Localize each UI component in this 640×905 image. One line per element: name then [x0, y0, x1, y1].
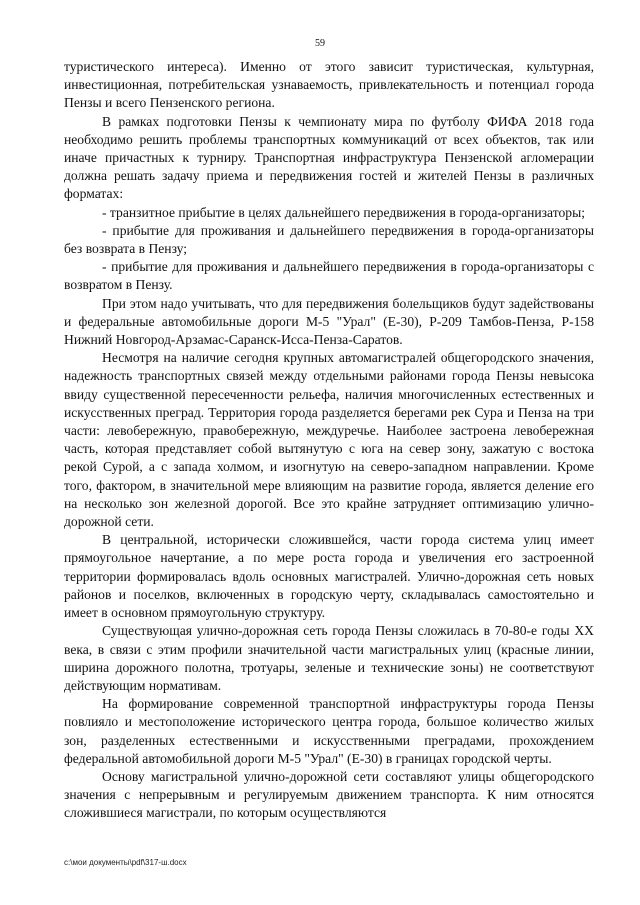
paragraph: На формирование современной транспортной инфраструктуры города Пензы повлияло и местоположение исторического центра города, большое количество жилых зон, разделенных естественными и искусственными преградами, прохождением федеральной автомобильной дороги М-5 "Урал" (Е-30) в границах городской черты. — [64, 696, 594, 766]
footer-file-path: c:\мои документы\pdf\317-ш.docx — [64, 858, 187, 867]
list-item: - транзитное прибытие в целях дальнейшего передвижения в города-организаторы; — [102, 204, 585, 220]
list-item: - прибытие для проживания и дальнейшего передвижения в города-организаторы с возвратом в Пензу. — [64, 259, 594, 293]
page-number: 59 — [315, 38, 325, 49]
paragraph: туристического интереса). Именно от этого зависит туристическая, культурная, инвестиционная, потребительская узнаваемость, привлекательность и потенциал города Пензы и всего Пензенского региона. — [64, 59, 594, 111]
list-item: - прибытие для проживания и дальнейшего передвижения в города-организаторы без возврата в Пензу; — [64, 222, 594, 257]
paragraph: В рамках подготовки Пензы к чемпионату мира по футболу ФИФА 2018 года необходимо решить проблемы транспортных коммуникаций от всех объектов, так или иначе причастных к турниру. Транспортная инфраструктура Пензенской агломерации должна решать задачу приема и передвижения гостей и жителей Пензы в различных форматах: — [64, 113, 594, 202]
paragraph: Существующая улично-дорожная сеть города Пензы сложилась в 70-80-е годы XX века, в связи с этим профили значительной части магистральных улиц (красные линии, ширина дорожного полотна, тротуары, зеленые и технические зоны) не соответствуют действующим нормативам. — [64, 623, 594, 693]
paragraph: Основу магистральной улично-дорожной сети составляют улицы общегородского значения с непрерывным и регулируемым движением транспорта. К ним относятся сложившиеся магистрали, по которым осуществляются — [64, 768, 594, 821]
paragraph: Несмотря на наличие сегодня крупных автомагистралей общегородского значения, надежность транспортных связей между отдельными районами города Пензы невысока ввиду существенной пересеченности рельефа, наличия многочисленных естественных и искусственных преград. Территория города разделяется берегами рек Сура и Пенза на три части: левобережную, правобережную, междуречье. Наиболее застроена левобережная часть, которая представляет собой вытянутую с юга на север зону, зажатую с востока рекой Сурой, а с запада холмом, и изогнутую на северо-западном направлении. Кроме того, фактором, в значительной мере влияющим на развитие города, является деление его на несколько зон железной дорогой. Все это крайне затрудняет оптимизацию улично-дорожной сети. — [64, 350, 594, 530]
paragraph: При этом надо учитывать, что для передвижения болельщиков будут задействованы и федеральные автомобильные дороги М-5 "Урал" (Е-30), Р-209 Тамбов-Пенза, Р-158 Нижний Новгород-Арзамас-Саранск-Исса-Пенза-Саратов. — [64, 295, 594, 348]
document-body — [64, 58, 594, 823]
paragraph: В центральной, исторически сложившейся, части города система улиц имеет прямоугольное начертание, а по мере роста города и увеличения его застроенной территории формировалась вдоль основных магистралей. Улично-дорожная сеть новых районов и поселков, включенных в городскую черту, складывалась самостоятельно и имеет в основном прямоугольную структуру. — [64, 532, 594, 621]
